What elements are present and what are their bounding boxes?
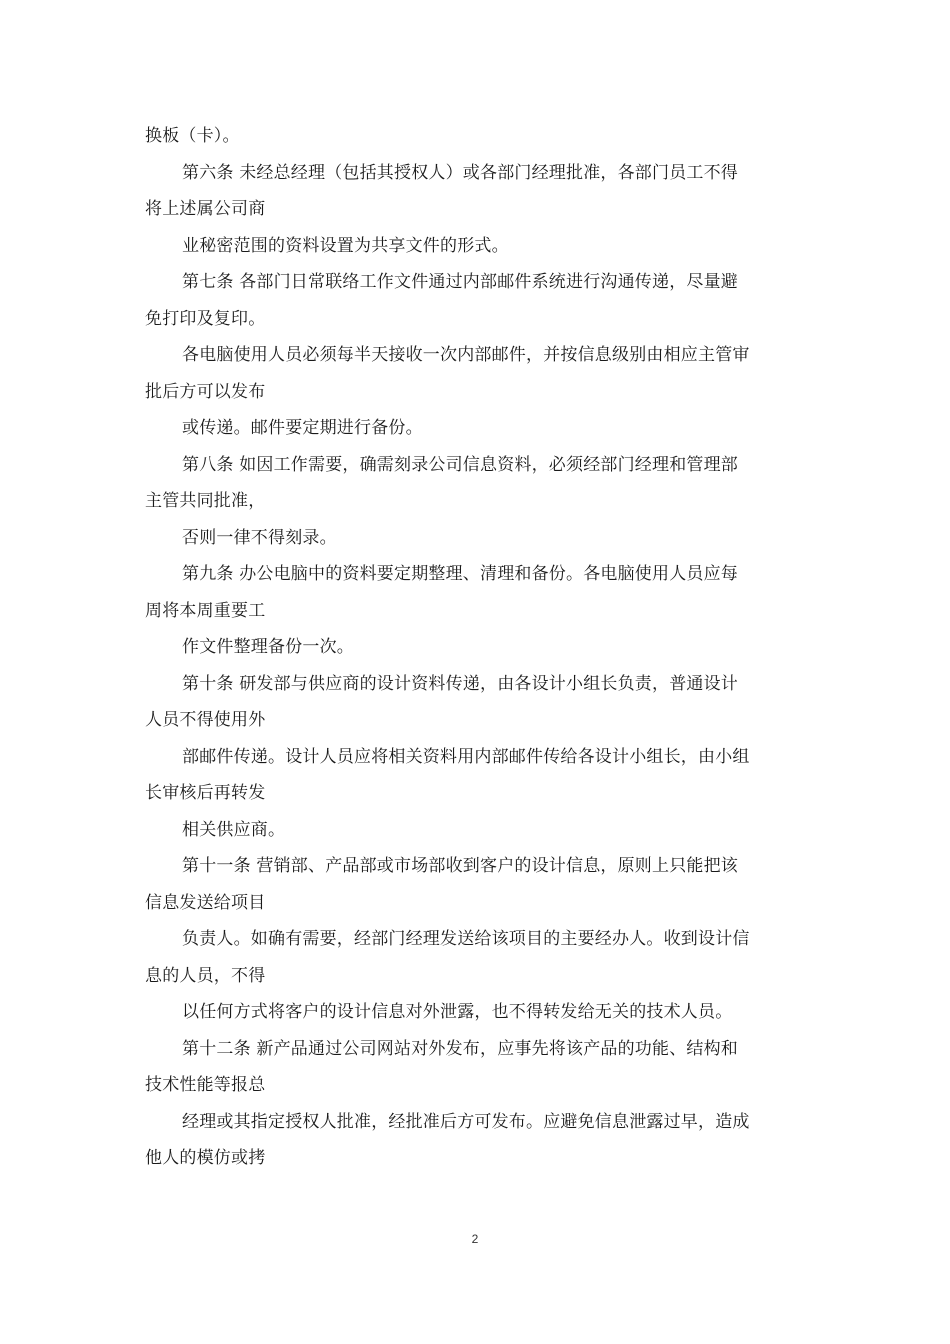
- text-line: 主管共同批准，: [145, 491, 266, 511]
- text-line: 第十条 研发部与供应商的设计资料传递，由各设计小组长负责，普通设计: [182, 673, 739, 694]
- text-line: 否则一律不得刻录。: [182, 527, 337, 548]
- text-line: 批后方可以发布: [145, 381, 266, 402]
- text-line: 以任何方式将客户的设计信息对外泄露，也不得转发给无关的技术人员。: [182, 1002, 733, 1022]
- text-line: 各电脑使用人员必须每半天接收一次内部邮件，并按信息级别由相应主管审: [182, 345, 750, 365]
- text-line: 或传递。邮件要定期进行备份。: [182, 418, 423, 438]
- text-line: 经理或其指定授权人批准，经批准后方可发布。应避免信息泄露过早，造成: [182, 1111, 750, 1132]
- text-line: 第八条 如因工作需要，确需刻录公司信息资料，必须经部门经理和管理部: [182, 454, 739, 475]
- text-line: 周将本周重要工: [145, 600, 266, 621]
- text-line: 负责人。如确有需要，经部门经理发送给该项目的主要经办人。收到设计信: [182, 929, 750, 949]
- text-line: 相关供应商。: [182, 819, 286, 840]
- text-line: 他人的模仿或拷: [145, 1148, 266, 1168]
- text-line: 信息发送给项目: [145, 892, 266, 913]
- text-line: 第六条 未经总经理（包括其授权人）或各部门经理批准，各部门员工不得: [182, 162, 739, 183]
- text-line: 免打印及复印。: [145, 308, 266, 329]
- text-line: 部邮件传递。设计人员应将相关资料用内部邮件传给各设计小组长，由小组: [182, 746, 750, 767]
- text-line: 第十二条 新产品通过公司网站对外发布，应事先将该产品的功能、结构和: [182, 1038, 739, 1059]
- text-line: 人员不得使用外: [145, 710, 266, 730]
- text-line: 第七条 各部门日常联络工作文件通过内部邮件系统进行沟通传递，尽量避: [182, 272, 739, 292]
- page-number: 2: [471, 1232, 479, 1246]
- text-line: 息的人员，不得: [145, 965, 266, 986]
- text-line: 业秘密范围的资料设置为共享文件的形式。: [182, 235, 509, 256]
- document-body: [145, 118, 805, 1177]
- text-line: 第九条 办公电脑中的资料要定期整理、清理和备份。各电脑使用人员应每: [182, 564, 739, 584]
- text-line: 第十一条 营销部、产品部或市场部收到客户的设计信息，原则上只能把该: [182, 856, 739, 876]
- text-line: 将上述属公司商: [145, 199, 266, 219]
- text-line: 技术性能等报总: [145, 1075, 266, 1095]
- text-line: 换板（卡）。: [145, 126, 240, 146]
- text-line: 长审核后再转发: [145, 783, 266, 803]
- text-line: 作文件整理备份一次。: [182, 637, 354, 657]
